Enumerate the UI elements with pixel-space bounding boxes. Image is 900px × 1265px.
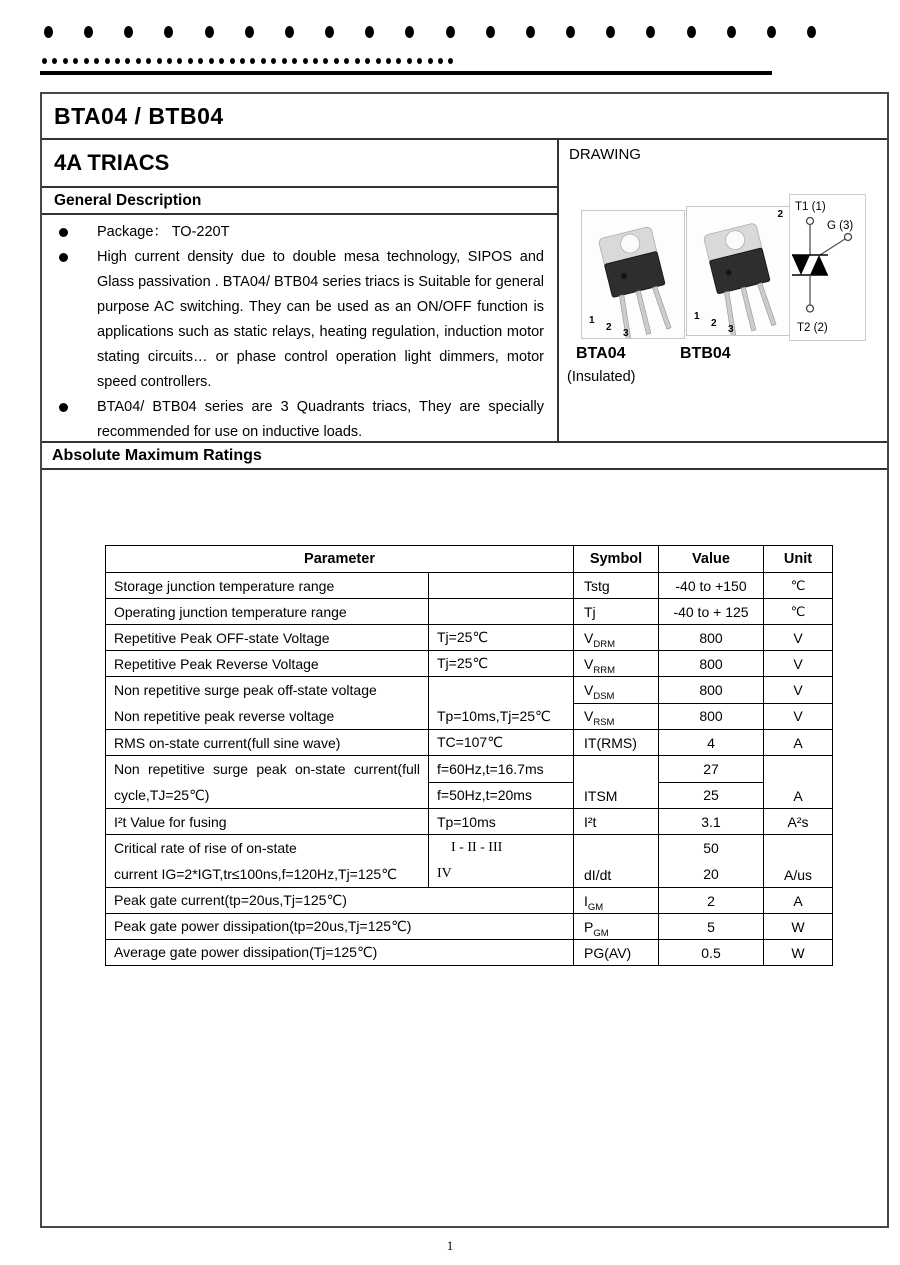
param-cell: Average gate power dissipation(Tj=125℃) <box>106 940 574 966</box>
content-frame <box>40 92 889 1228</box>
symbol-cell: IT(RMS) <box>574 730 659 756</box>
symbol-cell: $P_{GM}$ <box>574 914 659 940</box>
bullet-item: BTA04/ BTB04 series are 3 Quadrants triacs, They are specially recommended for use on inductive loads. <box>42 395 557 445</box>
condition-cell: Tp=10ms <box>429 809 574 835</box>
dot <box>323 58 328 64</box>
dot <box>292 58 297 64</box>
ratings-table <box>105 545 833 966</box>
dot <box>167 58 172 64</box>
dot <box>198 58 203 64</box>
dot <box>446 26 455 38</box>
param-cell: Operating junction temperature range <box>106 599 429 625</box>
unit-cell: A <box>764 888 833 914</box>
col-header-symbol: Symbol <box>574 546 659 573</box>
param-cell: Critical rate of rise of on-state current IG=2*IGT,tr≤100ns,f=120Hz,Tj=125℃ <box>106 835 429 888</box>
value-cell: 2 <box>659 888 764 914</box>
header-rule <box>40 71 772 75</box>
dot <box>164 26 173 38</box>
dot <box>73 58 78 64</box>
symbol-cell: $V_{DRM}$ <box>574 625 659 651</box>
dot <box>396 58 401 64</box>
value-cell: 800 <box>659 651 764 677</box>
table-row <box>106 835 833 888</box>
drawing-heading: DRAWING <box>569 146 641 163</box>
symbol-cell: Tj <box>574 599 659 625</box>
value-cell: -40 to + 125 <box>659 599 764 625</box>
dot <box>124 26 133 38</box>
condition-cell: f=60Hz,t=16.7ms <box>429 756 574 783</box>
dot <box>438 58 443 64</box>
unit-cell: A <box>764 730 833 756</box>
value-cell: -40 to +150 <box>659 573 764 599</box>
table-row <box>106 677 833 704</box>
dot <box>63 58 68 64</box>
pin-label-2-top: 2 <box>777 209 783 220</box>
value-cell: 3.1 <box>659 809 764 835</box>
dot <box>407 58 412 64</box>
condition-cell: f=50Hz,t=20ms <box>429 782 574 809</box>
dot <box>606 26 615 38</box>
bullet-item: Package： TO-220T <box>42 220 557 245</box>
table-row <box>106 573 833 599</box>
value-cell: 800 <box>659 625 764 651</box>
param-cell: I²t Value for fusing <box>106 809 429 835</box>
dot <box>209 58 214 64</box>
unit-cell: A/us <box>764 835 833 888</box>
param-cell: Repetitive Peak OFF-state Voltage <box>106 625 429 651</box>
table-row <box>106 888 833 914</box>
dot <box>486 26 495 38</box>
dot <box>261 58 266 64</box>
product-subtitle: 4A TRIACS <box>42 140 557 188</box>
value-cell: 800 <box>659 677 764 704</box>
symbol-cell: I²t <box>574 809 659 835</box>
symbol-cell: $I_{GM}$ <box>574 888 659 914</box>
dot <box>325 26 334 38</box>
symbol-cell: $V_{RSM}$ <box>574 703 659 730</box>
dot <box>250 58 255 64</box>
value-cell: 5 <box>659 914 764 940</box>
dot <box>303 58 308 64</box>
unit-cell: ℃ <box>764 599 833 625</box>
table-row <box>106 599 833 625</box>
condition-cell <box>429 573 574 599</box>
unit-cell: A <box>764 756 833 809</box>
symbol-cell: $V_{DSM}$ <box>574 677 659 704</box>
param-cell: Peak gate current(tp=20us,Tj=125℃) <box>106 888 574 914</box>
value-cell: 50 20 <box>659 835 764 888</box>
dot <box>188 58 193 64</box>
general-description-list <box>42 215 557 445</box>
symbol-cell: $V_{RRM}$ <box>574 651 659 677</box>
to220-package-photo-btb04 <box>686 206 790 336</box>
table-row <box>106 730 833 756</box>
condition-cell: Tj=25℃ <box>429 625 574 651</box>
intro-columns <box>42 140 887 443</box>
dot <box>136 58 141 64</box>
condition-cell: TC=107℃ <box>429 730 574 756</box>
pin-label-1: 1 <box>589 315 595 326</box>
dot <box>376 58 381 64</box>
dot <box>365 26 374 38</box>
unit-cell: W <box>764 914 833 940</box>
dot <box>448 58 453 64</box>
dot <box>417 58 422 64</box>
pin-label-1: 1 <box>694 311 700 322</box>
triac-symbol-box <box>789 194 866 341</box>
drawing-panel <box>561 140 887 441</box>
dot <box>105 58 110 64</box>
col-header-value: Value <box>659 546 764 573</box>
dot <box>52 58 57 64</box>
param-cell: Storage junction temperature range <box>106 573 429 599</box>
symbol-cell: PG(AV) <box>574 940 659 966</box>
table-row <box>106 809 833 835</box>
col-header-parameter: Parameter <box>106 546 574 573</box>
svg-text:T1 (1): T1 (1) <box>795 201 826 213</box>
dots-row-large <box>44 26 816 38</box>
dot <box>807 26 816 38</box>
dot <box>334 58 339 64</box>
dot <box>727 26 736 38</box>
param-cell: Non repetitive surge peak on-state current(full cycle,TJ=25℃) <box>106 756 429 809</box>
param-cell: Repetitive Peak Reverse Voltage <box>106 651 429 677</box>
unit-cell: W <box>764 940 833 966</box>
unit-cell: ℃ <box>764 573 833 599</box>
dot <box>687 26 696 38</box>
value-cell: 800 <box>659 703 764 730</box>
dot <box>125 58 130 64</box>
dot <box>566 26 575 38</box>
to220-package-image <box>687 207 790 336</box>
symbol-cell: dI/dt <box>574 835 659 888</box>
value-cell: 25 <box>659 782 764 809</box>
dot <box>84 58 89 64</box>
pin-label-3: 3 <box>728 324 734 335</box>
dot <box>42 58 47 64</box>
value-cell: 0.5 <box>659 940 764 966</box>
dot <box>405 26 414 38</box>
condition-cell: Tp=10ms,Tj=25℃ <box>429 677 574 730</box>
dot <box>282 58 287 64</box>
value-cell: 4 <box>659 730 764 756</box>
dot <box>94 58 99 64</box>
symbol-cell: ITSM <box>574 756 659 809</box>
package-label-bta04: BTA04 <box>576 345 626 362</box>
unit-cell: V <box>764 625 833 651</box>
symbol-cell: Tstg <box>574 573 659 599</box>
dot <box>219 58 224 64</box>
dot <box>230 58 235 64</box>
dot <box>271 58 276 64</box>
unit-cell: V <box>764 677 833 704</box>
table-header-row <box>106 546 833 573</box>
unit-cell: V <box>764 651 833 677</box>
param-cell: Peak gate power dissipation(tp=20us,Tj=125℃) <box>106 914 574 940</box>
dot <box>285 26 294 38</box>
dot <box>428 58 433 64</box>
absolute-maximum-ratings-heading: Absolute Maximum Ratings <box>42 443 887 470</box>
value-cell: 27 <box>659 756 764 783</box>
dot <box>313 58 318 64</box>
dot <box>177 58 182 64</box>
dot <box>84 26 93 38</box>
dot <box>365 58 370 64</box>
pin-label-2: 2 <box>711 318 717 329</box>
dots-row-small <box>42 58 454 64</box>
table-row <box>106 625 833 651</box>
triac-schematic-icon <box>790 195 865 340</box>
dot <box>240 58 245 64</box>
unit-cell: A²s <box>764 809 833 835</box>
page-number: 1 <box>446 1238 454 1253</box>
general-description-heading: General Description <box>42 188 557 215</box>
condition-cell: Tj=25℃ <box>429 651 574 677</box>
dot <box>44 26 53 38</box>
unit-cell: V <box>764 703 833 730</box>
dot <box>146 58 151 64</box>
dot <box>767 26 776 38</box>
svg-text:G (3): G (3) <box>827 220 854 232</box>
to220-package-image <box>582 211 685 339</box>
dot <box>344 58 349 64</box>
package-label-btb04: BTB04 <box>680 345 731 362</box>
dot <box>646 26 655 38</box>
svg-text:T2 (2): T2 (2) <box>797 322 828 334</box>
page-title: BTA04 / BTB04 <box>42 94 887 140</box>
dot <box>157 58 162 64</box>
condition-cell <box>429 599 574 625</box>
bullet-item: High current density due to double mesa technology, SIPOS and Glass passivation . BTA04/ BTB04 series triacs is Suitable for general purpose AC switching. They can be used as an ON/OFF function is applications such as static relays, heating regulation, induction motor stating circuits… or phase control operation light dimmers, motor speed controllers. <box>42 245 557 395</box>
pin-label-2: 2 <box>606 322 612 333</box>
param-cell: Non repetitive surge peak off-state voltage Non repetitive peak reverse voltage <box>106 677 429 730</box>
dot <box>245 26 254 38</box>
condition-cell: I - II - III IV <box>429 835 574 888</box>
dot <box>205 26 214 38</box>
dot <box>526 26 535 38</box>
table-row <box>106 651 833 677</box>
dot <box>355 58 360 64</box>
pin-label-3: 3 <box>623 328 629 339</box>
col-header-unit: Unit <box>764 546 833 573</box>
dot <box>115 58 120 64</box>
to220-package-photo-bta04 <box>581 210 685 339</box>
table-row <box>106 756 833 783</box>
insulated-note: (Insulated) <box>567 369 636 385</box>
dot <box>386 58 391 64</box>
ratings-table-container <box>105 545 833 966</box>
table-row <box>106 940 833 966</box>
table-row <box>106 914 833 940</box>
param-cell: RMS on-state current(full sine wave) <box>106 730 429 756</box>
description-column <box>42 140 559 441</box>
